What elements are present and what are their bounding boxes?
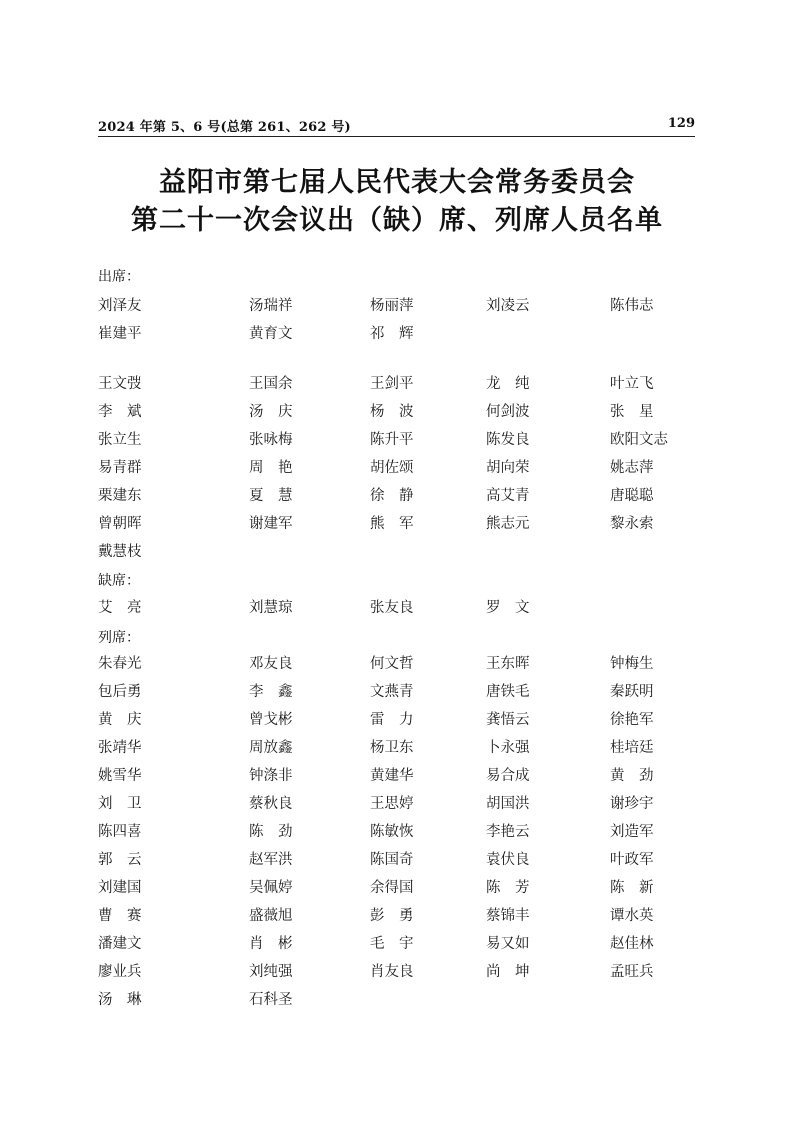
- issue-label: 2024 年第 5、6 号(总第 261、262 号): [98, 120, 351, 135]
- member-name: 黄 庆: [98, 712, 142, 728]
- member-name: 陈国奇: [370, 852, 414, 868]
- name-row: [98, 596, 698, 618]
- name-row: [98, 400, 698, 422]
- member-name: 陈升平: [370, 432, 414, 448]
- member-name: 邓友良: [249, 656, 293, 672]
- member-name: 姚志萍: [610, 460, 654, 476]
- member-name: 赵军洪: [249, 852, 293, 868]
- member-name: 雷 力: [370, 712, 414, 728]
- member-name: 王东晖: [486, 656, 530, 672]
- member-name: 包后勇: [98, 684, 142, 700]
- name-row: [98, 512, 698, 534]
- member-name: 曹 赛: [98, 908, 142, 924]
- member-name: 李 斌: [98, 404, 142, 420]
- name-row: [98, 820, 698, 842]
- name-row: [98, 960, 698, 982]
- member-name: 潘建文: [98, 936, 142, 952]
- title-line-2: 第二十一次会议出（缺）席、列席人员名单: [131, 205, 663, 236]
- member-name: 易又如: [486, 936, 530, 952]
- absent-section-label: 缺席：: [98, 573, 140, 589]
- member-name: 蔡锦丰: [486, 908, 530, 924]
- member-name: 李艳云: [486, 824, 530, 840]
- member-name: 吴佩婷: [249, 880, 293, 896]
- member-name: 汤 琳: [98, 992, 142, 1008]
- member-name: 杨卫东: [370, 740, 414, 756]
- member-name: 朱春光: [98, 656, 142, 672]
- member-name: 张友良: [370, 600, 414, 616]
- name-row: [98, 456, 698, 478]
- member-name: 周放鑫: [249, 740, 293, 756]
- member-name: 陈四喜: [98, 824, 142, 840]
- member-name: 彭 勇: [370, 908, 414, 924]
- member-name: 刘纯强: [249, 964, 293, 980]
- member-name: 刘造军: [610, 824, 654, 840]
- member-name: 王剑平: [370, 376, 414, 392]
- member-name: 桂培廷: [610, 740, 654, 756]
- member-name: 龚悟云: [486, 712, 530, 728]
- running-header: [98, 116, 695, 137]
- member-name: 何剑波: [486, 404, 530, 420]
- member-name: 夏 慧: [249, 488, 293, 504]
- member-name: 高艾青: [486, 488, 530, 504]
- member-name: 唐聪聪: [610, 488, 654, 504]
- title-line-1: 益阳市第七届人民代表大会常务委员会: [159, 167, 635, 198]
- member-name: 黄 劲: [610, 768, 654, 784]
- member-name: 徐 静: [370, 488, 414, 504]
- member-name: 黄建华: [370, 768, 414, 784]
- member-name: 祁 辉: [370, 326, 414, 342]
- name-row: [98, 540, 698, 562]
- member-name: 李 鑫: [249, 684, 293, 700]
- member-name: 龙 纯: [486, 376, 530, 392]
- member-name: 刘慧琼: [249, 600, 293, 616]
- member-name: 郭 云: [98, 852, 142, 868]
- member-name: 熊志元: [486, 516, 530, 532]
- member-name: 谢建军: [249, 516, 293, 532]
- name-row: [98, 736, 698, 758]
- member-name: 戴慧枝: [98, 544, 142, 560]
- member-name: 杨丽萍: [370, 298, 414, 314]
- member-name: 杨 波: [370, 404, 414, 420]
- member-name: 蔡秋良: [249, 796, 293, 812]
- member-name: 栗建东: [98, 488, 142, 504]
- member-name: 唐铁毛: [486, 684, 530, 700]
- name-row: [98, 652, 698, 674]
- member-name: 张 星: [610, 404, 654, 420]
- name-row: [98, 988, 698, 1010]
- attending-section-label: 列席：: [98, 630, 140, 646]
- member-name: 陈敏恢: [370, 824, 414, 840]
- member-name: 王思婷: [370, 796, 414, 812]
- member-name: 胡佐颂: [370, 460, 414, 476]
- member-name: 刘泽友: [98, 298, 142, 314]
- member-name: 毛 宇: [370, 936, 414, 952]
- name-row: [98, 904, 698, 926]
- name-row: [98, 792, 698, 814]
- member-name: 秦跃明: [610, 684, 654, 700]
- member-name: 叶立飞: [610, 376, 654, 392]
- name-row: [98, 848, 698, 870]
- member-name: 黄育文: [249, 326, 293, 342]
- member-name: 王文弢: [98, 376, 142, 392]
- member-name: 易合成: [486, 768, 530, 784]
- member-name: 姚雪华: [98, 768, 142, 784]
- name-row: [98, 708, 698, 730]
- member-name: 周 艳: [249, 460, 293, 476]
- member-name: 尚 坤: [486, 964, 530, 980]
- name-row: [98, 932, 698, 954]
- member-name: 陈伟志: [610, 298, 654, 314]
- member-name: 曾戈彬: [249, 712, 293, 728]
- member-name: 廖业兵: [98, 964, 142, 980]
- member-name: 徐艳军: [610, 712, 654, 728]
- present-section-label: 出席：: [98, 269, 140, 285]
- member-name: 袁伏良: [486, 852, 530, 868]
- name-row: [98, 372, 698, 394]
- member-name: 张立生: [98, 432, 142, 448]
- member-name: 肖 彬: [249, 936, 293, 952]
- member-name: 余得国: [370, 880, 414, 896]
- member-name: 胡向荣: [486, 460, 530, 476]
- member-name: 钟涤非: [249, 768, 293, 784]
- member-name: 胡国洪: [486, 796, 530, 812]
- member-name: 黎永索: [610, 516, 654, 532]
- member-name: 刘 卫: [98, 796, 142, 812]
- member-name: 曾朝晖: [98, 516, 142, 532]
- member-name: 钟梅生: [610, 656, 654, 672]
- name-row: [98, 876, 698, 898]
- name-row: [98, 484, 698, 506]
- member-name: 张咏梅: [249, 432, 293, 448]
- member-name: 卜永强: [486, 740, 530, 756]
- page-number: 129: [667, 116, 695, 131]
- name-row: [98, 428, 698, 450]
- member-name: 石科圣: [249, 992, 293, 1008]
- member-name: 王国余: [249, 376, 293, 392]
- member-name: 孟旺兵: [610, 964, 654, 980]
- member-name: 刘建国: [98, 880, 142, 896]
- member-name: 欧阳文志: [610, 432, 668, 448]
- member-name: 崔建平: [98, 326, 142, 342]
- member-name: 熊 军: [370, 516, 414, 532]
- member-name: 文燕青: [370, 684, 414, 700]
- name-row: [98, 322, 698, 344]
- member-name: 何文哲: [370, 656, 414, 672]
- member-name: 汤 庆: [249, 404, 293, 420]
- member-name: 艾 亮: [98, 600, 142, 616]
- member-name: 张靖华: [98, 740, 142, 756]
- member-name: 陈发良: [486, 432, 530, 448]
- member-name: 易青群: [98, 460, 142, 476]
- member-name: 叶政军: [610, 852, 654, 868]
- name-row: [98, 294, 698, 316]
- member-name: 罗 文: [486, 600, 530, 616]
- member-name: 陈 芳: [486, 880, 530, 896]
- member-name: 赵佳林: [610, 936, 654, 952]
- name-row: [98, 764, 698, 786]
- member-name: 汤瑞祥: [249, 298, 293, 314]
- member-name: 陈 劲: [249, 824, 293, 840]
- member-name: 谢珍宇: [610, 796, 654, 812]
- member-name: 谭水英: [610, 908, 654, 924]
- member-name: 刘凌云: [486, 298, 530, 314]
- member-name: 肖友良: [370, 964, 414, 980]
- member-name: 陈 新: [610, 880, 654, 896]
- member-name: 盛薇旭: [249, 908, 293, 924]
- name-row: [98, 680, 698, 702]
